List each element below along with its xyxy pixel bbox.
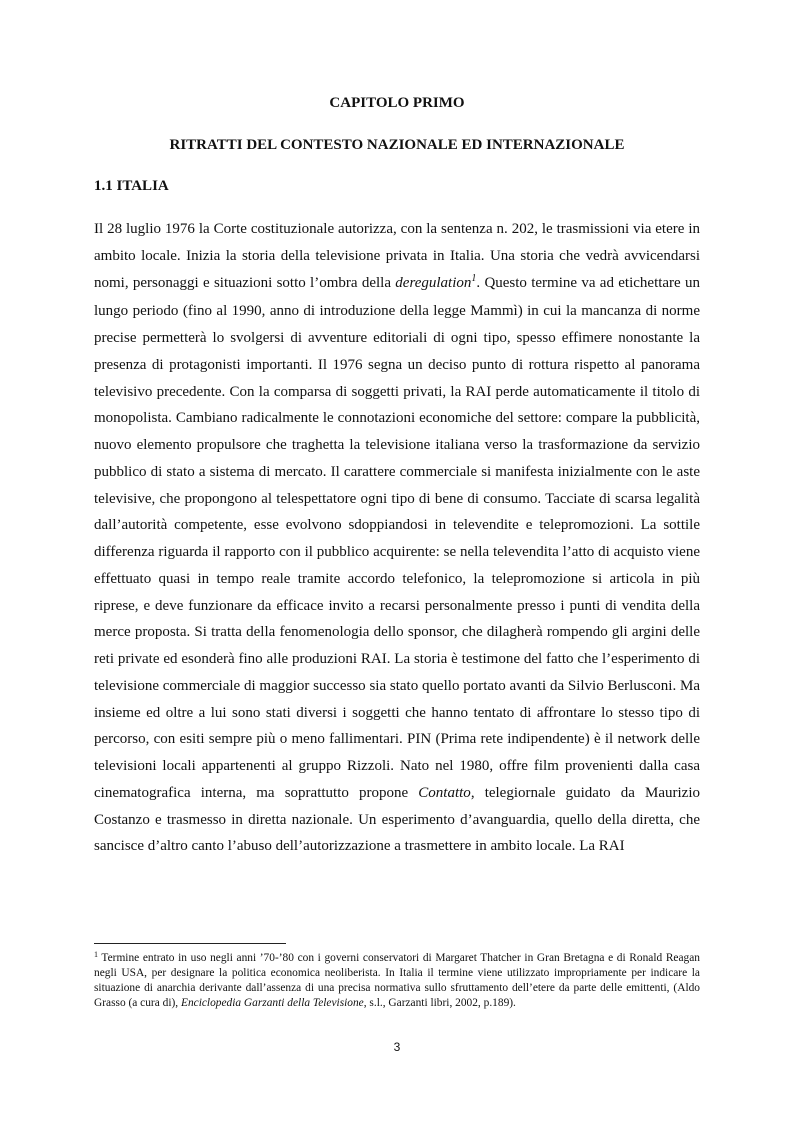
footnote xyxy=(94,951,700,1011)
term-deregulation: deregulation xyxy=(395,274,472,291)
footnote-text: , s.l., Garzanti libri, 2002, p.189). xyxy=(363,997,516,1009)
section-heading: 1.1 ITALIA xyxy=(94,178,169,194)
footnote-mark: 1 xyxy=(94,950,98,959)
footnote-book-title: Enciclopedia Garzanti della Televisione xyxy=(180,997,364,1009)
body-text-segment: . Questo termine va ad etichettare un lungo periodo (fino al 1990, anno di introduzione della legge Mammì) in cui la mancanza di norme precise permetterà lo svolgersi di avventure editoriali di ogni tipo, spesso effimere nonostante la presenza di protagonisti importanti. Il 1976 segna un deciso punto di rottura rispetto al panorama televisivo precedente. Con la comparsa di soggetti privati, la RAI perde automaticamente il titolo di monopolista. Cambiano radicalmente le connotazioni economiche del settore: compare la pubblicità, nuovo elemento propulsore che traghetta la televisione italiana verso la trasformazione da servizio pubblico di stato a sistema di mercato. Il carattere commerciale si manifesta inizialmente con le aste televisive, che propongono al telespettatore ogni tipo di bene di consumo. Tacciate di scarsa legalità dall’autorità competente, esse evolvono sdoppiandosi in televendite e telepromozioni. La sottile differenza riguarda il rapporto con il pubblico acquirente: se nella televendita l’atto di acquisto viene effettuato quasi in tempo reale tramite accordo telefonico, la telepromozione si articola in più riprese, e deve funzionare da efficace invito a recarsi personalmente presso i punti di vendita della merce proposta. Si tratta della fenomenologia dello sponsor, che dilagherà rompendo gli argini delle reti private ed esonderà fino alle produzioni RAI. La storia è testimone del fatto che l’esperimento di televisione commerciale di maggior successo sia stato quello portato avanti da Silvio Berlusconi. Ma insieme ed oltre a lui sono stati diversi i soggetti che hanno tentato di affrontare lo stesso tipo di percorso, con esiti sempre più o meno fallimentari. PIN (Prima rete indipendente) è il network delle televisioni locali appartenenti al gruppo Rizzoli. Nato nel 1980, offre film provenienti dalla casa cinematografica interna, ma soprattutto propone xyxy=(94,274,701,801)
program-title: Contatto xyxy=(418,784,471,801)
footnote-text: Termine entrato in uso negli anni ’70-’80 con i governi conservatori di Margaret Thatcher in Gran Bretagna e di Ronald Reagan negli USA, per designare la politica economica neoliberista. In Italia il termine viene utilizzato impropriamente per indicare la situazione di anarchia derivante dall’assenza di una precisa normativa sullo sfruttamento dell’etere da parte delle emittenti, (Aldo Grasso (a cura di), xyxy=(94,952,700,1009)
body-text-segment: Il 28 luglio 1976 la Corte costituzionale autorizza, con la sentenza n. 202, le trasmissioni via etere in ambito locale. Inizia la storia della televisione privata in Italia. Una storia che vedrà avvicendarsi nomi, personaggi e situazioni sotto l’ombra della xyxy=(94,221,700,291)
chapter-title: CAPITOLO PRIMO xyxy=(329,95,465,111)
footnote-reference[interactable]: 1 xyxy=(471,272,477,284)
body-text-segment: , telegiornale guidato da Maurizio Costanzo e trasmesso in diretta nazionale. Un esperimento d’avanguardia, quello della diretta, che sancisce d’altro canto l’abuso dell’autorizzazione a trasmettere in ambito locale. La RAI xyxy=(94,784,701,855)
footnote-divider xyxy=(94,943,286,944)
chapter-subtitle: RITRATTI DEL CONTESTO NAZIONALE ED INTERNAZIONALE xyxy=(169,137,625,153)
body-paragraph xyxy=(94,216,700,860)
page-number: 3 xyxy=(393,1040,401,1054)
